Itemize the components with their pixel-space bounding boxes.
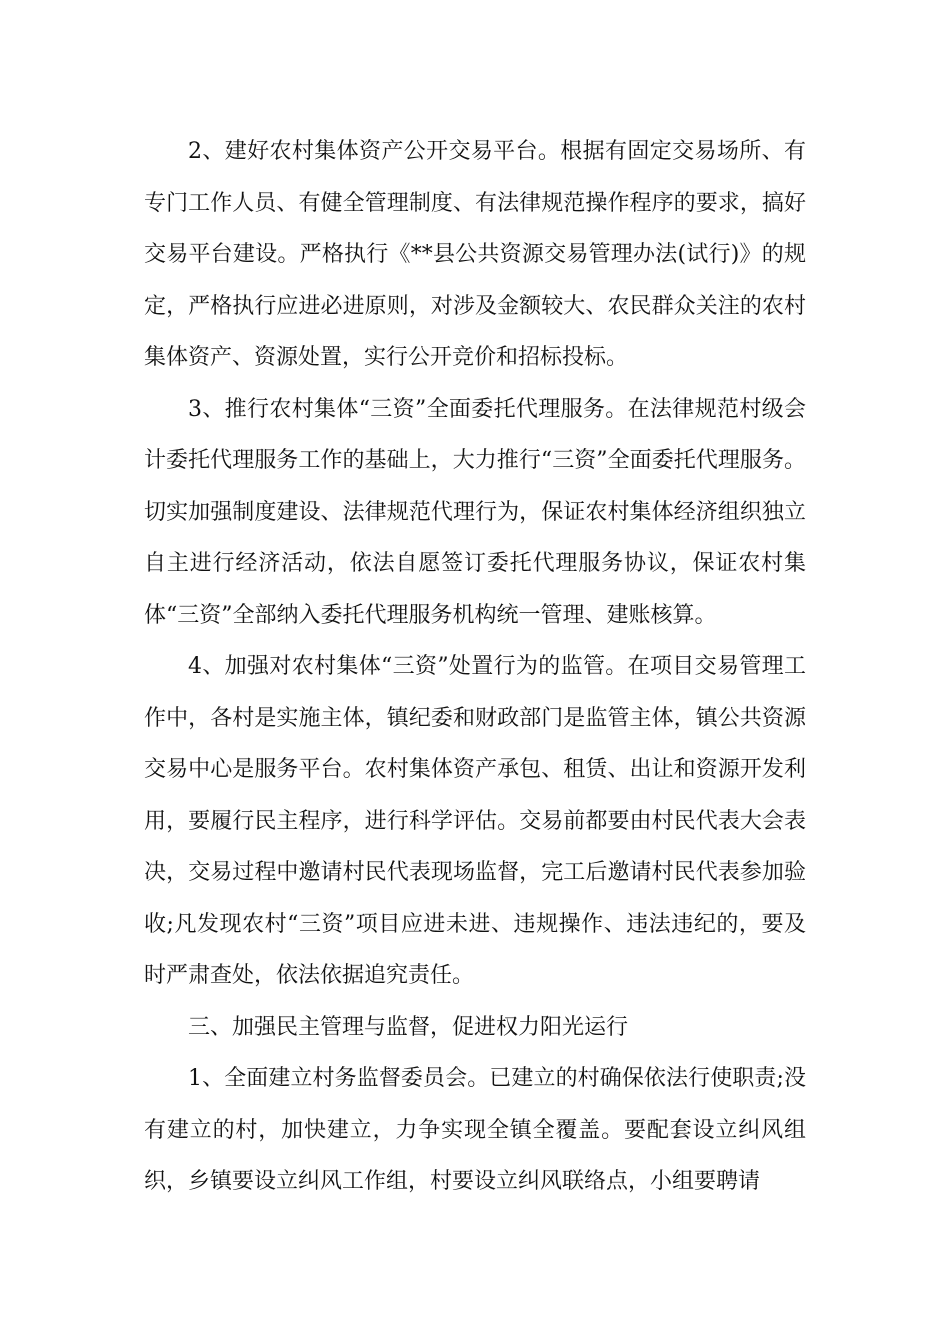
paragraph-village-supervision-committee: 1、全面建立村务监督委员会。已建立的村确保依法行使职责;没有建立的村，加快建立，力争实现全镇全覆盖。要配套设立纠风组织，乡镇要设立纠风工作组，村要设立纠风联络点，小组要聘请 [144, 1066, 806, 1194]
paragraph-asset-trading-platform: 2、建好农村集体资产公开交易平台。根据有固定交易场所、有专门工作人员、有健全管理制度、有法律规范操作程序的要求，搞好交易平台建设。严格执行《**县公共资源交易管理办法(试行)》的规定，严格执行应进必进原则，对涉及金额较大、农民群众关注的农村集体资产、资源处置，实行公开竞价和招标投标。 [144, 139, 806, 370]
section-heading-democratic-management: 三、加强民主管理与监督，促进权力阳光运行 [188, 1014, 629, 1040]
paragraph-disposal-supervision: 4、加强对农村集体“三资”处置行为的监管。在项目交易管理工作中，各村是实施主体，镇纪委和财政部门是监管主体，镇公共资源交易中心是服务平台。农村集体资产承包、租赁、出让和资源开发利用，要履行民主程序，进行科学评估。交易前都要由村民代表大会表决，交易过程中邀请村民代表现场监督，完工后邀请村民代表参加验收;凡发现农村“三资”项目应进未进、违规操作、违法违纪的，要及时严肃查处，依法依据追究责任。 [144, 654, 806, 988]
paragraph-entrusted-agency-service: 3、推行农村集体“三资”全面委托代理服务。在法律规范村级会计委托代理服务工作的基础上，大力推行“三资”全面委托代理服务。切实加强制度建设、法律规范代理行为，保证农村集体经济组织独立自主进行经济活动，依法自愿签订委托代理服务协议，保证农村集体“三资”全部纳入委托代理服务机构统一管理、建账核算。 [144, 396, 806, 628]
document-body [144, 126, 806, 1208]
